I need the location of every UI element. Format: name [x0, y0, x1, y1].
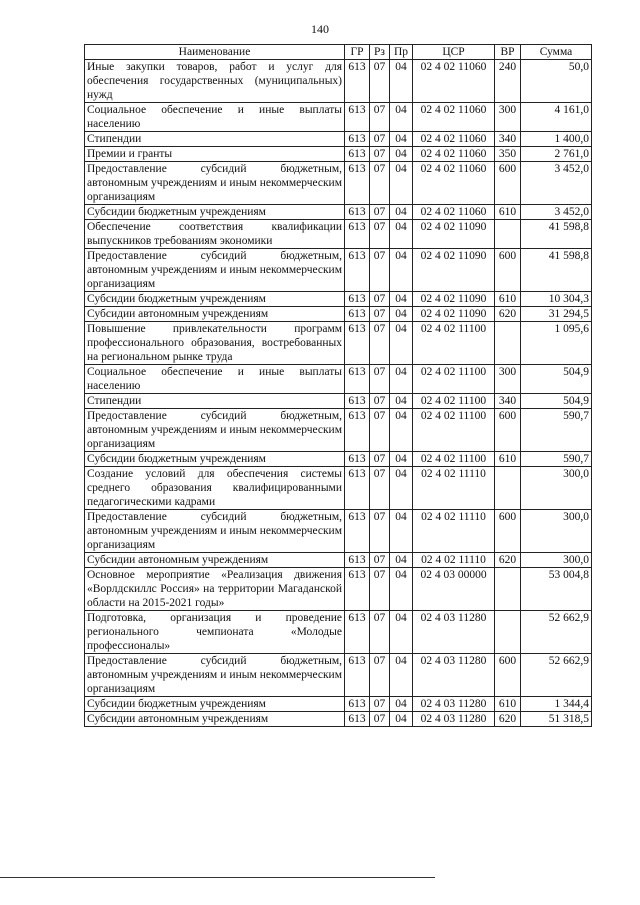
table-row — [85, 147, 592, 162]
row-name: Социальное обеспечение и иные выплаты населению — [85, 365, 345, 394]
row-sum: 41 598,8 — [521, 249, 592, 292]
row-rz: 07 — [370, 162, 390, 205]
row-csr: 02 4 03 11280 — [413, 697, 495, 712]
row-rz: 07 — [370, 60, 390, 103]
row-name: Субсидии бюджетным учреждениям — [85, 292, 345, 307]
row-name: Предоставление субсидий бюджетным, автономным учреждениям и иным некоммерческим организациям — [85, 654, 345, 697]
table-row — [85, 365, 592, 394]
row-name: Стипендии — [85, 132, 345, 147]
row-vr: 600 — [495, 654, 521, 697]
row-pr: 04 — [390, 60, 413, 103]
table-row — [85, 60, 592, 103]
row-sum: 3 452,0 — [521, 205, 592, 220]
row-csr: 02 4 02 11110 — [413, 510, 495, 553]
header-name: Наименование — [85, 45, 345, 60]
table-header-row — [85, 45, 592, 60]
table-row — [85, 611, 592, 654]
table-row — [85, 568, 592, 611]
row-rz: 07 — [370, 132, 390, 147]
row-rz: 07 — [370, 147, 390, 162]
row-sum: 1 400,0 — [521, 132, 592, 147]
row-pr: 04 — [390, 409, 413, 452]
row-sum: 300,0 — [521, 553, 592, 568]
row-rz: 07 — [370, 452, 390, 467]
row-rz: 07 — [370, 103, 390, 132]
row-rz: 07 — [370, 712, 390, 727]
table-row — [85, 132, 592, 147]
row-csr: 02 4 02 11100 — [413, 452, 495, 467]
row-csr: 02 4 02 11100 — [413, 365, 495, 394]
row-name: Обеспечение соответствия квалификации выпускников требованиям экономики — [85, 220, 345, 249]
row-csr: 02 4 02 11110 — [413, 553, 495, 568]
row-gr: 613 — [345, 568, 370, 611]
row-csr: 02 4 02 11060 — [413, 205, 495, 220]
row-gr: 613 — [345, 654, 370, 697]
row-name: Предоставление субсидий бюджетным, автономным учреждениям и иным некоммерческим организациям — [85, 409, 345, 452]
header-pr: Пр — [390, 45, 413, 60]
row-sum: 300,0 — [521, 467, 592, 510]
table-row — [85, 697, 592, 712]
row-sum: 3 452,0 — [521, 162, 592, 205]
row-vr — [495, 568, 521, 611]
row-vr: 350 — [495, 147, 521, 162]
row-sum: 504,9 — [521, 394, 592, 409]
table-row — [85, 394, 592, 409]
row-name: Субсидии автономным учреждениям — [85, 712, 345, 727]
table-row — [85, 467, 592, 510]
row-sum: 52 662,9 — [521, 611, 592, 654]
row-csr: 02 4 02 11060 — [413, 147, 495, 162]
row-sum: 4 161,0 — [521, 103, 592, 132]
row-name: Предоставление субсидий бюджетным, автономным учреждениям и иным некоммерческим организациям — [85, 249, 345, 292]
row-pr: 04 — [390, 147, 413, 162]
row-gr: 613 — [345, 467, 370, 510]
row-vr: 340 — [495, 132, 521, 147]
row-name: Субсидии бюджетным учреждениям — [85, 452, 345, 467]
row-sum: 52 662,9 — [521, 654, 592, 697]
row-gr: 613 — [345, 553, 370, 568]
table-row — [85, 409, 592, 452]
row-name: Субсидии бюджетным учреждениям — [85, 697, 345, 712]
row-sum: 2 761,0 — [521, 147, 592, 162]
header-vr: ВР — [495, 45, 521, 60]
row-sum: 41 598,8 — [521, 220, 592, 249]
row-name: Субсидии автономным учреждениям — [85, 553, 345, 568]
row-pr: 04 — [390, 292, 413, 307]
row-csr: 02 4 03 11280 — [413, 654, 495, 697]
row-vr — [495, 322, 521, 365]
row-csr: 02 4 02 11090 — [413, 307, 495, 322]
table-row — [85, 103, 592, 132]
row-rz: 07 — [370, 205, 390, 220]
row-csr: 02 4 03 11280 — [413, 712, 495, 727]
budget-table — [84, 44, 592, 727]
row-name: Повышение привлекательности программ профессионального образования, востребованных на региональном рынке труда — [85, 322, 345, 365]
row-csr: 02 4 02 11060 — [413, 60, 495, 103]
row-sum: 300,0 — [521, 510, 592, 553]
row-rz: 07 — [370, 322, 390, 365]
row-vr: 600 — [495, 249, 521, 292]
row-csr: 02 4 02 11060 — [413, 132, 495, 147]
row-pr: 04 — [390, 452, 413, 467]
header-csr: ЦСР — [413, 45, 495, 60]
table-row — [85, 205, 592, 220]
row-rz: 07 — [370, 220, 390, 249]
row-gr: 613 — [345, 510, 370, 553]
row-pr: 04 — [390, 553, 413, 568]
row-sum: 590,7 — [521, 409, 592, 452]
row-rz: 07 — [370, 394, 390, 409]
row-vr: 610 — [495, 697, 521, 712]
row-gr: 613 — [345, 220, 370, 249]
row-sum: 10 304,3 — [521, 292, 592, 307]
row-rz: 07 — [370, 307, 390, 322]
row-vr: 620 — [495, 307, 521, 322]
row-name: Подготовка, организация и проведение регионального чемпионата «Молодые профессионалы» — [85, 611, 345, 654]
row-sum: 53 004,8 — [521, 568, 592, 611]
row-vr — [495, 467, 521, 510]
row-csr: 02 4 03 00000 — [413, 568, 495, 611]
row-gr: 613 — [345, 103, 370, 132]
row-rz: 07 — [370, 697, 390, 712]
row-gr: 613 — [345, 205, 370, 220]
table-row — [85, 249, 592, 292]
row-sum: 1 344,4 — [521, 697, 592, 712]
row-rz: 07 — [370, 292, 390, 307]
row-sum: 50,0 — [521, 60, 592, 103]
row-name: Предоставление субсидий бюджетным, автономным учреждениям и иным некоммерческим организациям — [85, 162, 345, 205]
row-name: Субсидии автономным учреждениям — [85, 307, 345, 322]
table-row — [85, 220, 592, 249]
table-row — [85, 322, 592, 365]
table-row — [85, 712, 592, 727]
header-rz: Рз — [370, 45, 390, 60]
row-pr: 04 — [390, 712, 413, 727]
row-pr: 04 — [390, 697, 413, 712]
row-pr: 04 — [390, 365, 413, 394]
row-vr: 600 — [495, 510, 521, 553]
row-gr: 613 — [345, 452, 370, 467]
row-gr: 613 — [345, 394, 370, 409]
row-sum: 1 095,6 — [521, 322, 592, 365]
row-vr: 620 — [495, 553, 521, 568]
row-csr: 02 4 02 11100 — [413, 409, 495, 452]
header-gr: ГР — [345, 45, 370, 60]
row-name: Стипендии — [85, 394, 345, 409]
table-row — [85, 292, 592, 307]
row-gr: 613 — [345, 132, 370, 147]
row-pr: 04 — [390, 162, 413, 205]
row-gr: 613 — [345, 249, 370, 292]
row-pr: 04 — [390, 205, 413, 220]
row-gr: 613 — [345, 60, 370, 103]
row-csr: 02 4 02 11110 — [413, 467, 495, 510]
row-gr: 613 — [345, 292, 370, 307]
header-sum: Сумма — [521, 45, 592, 60]
row-gr: 613 — [345, 697, 370, 712]
row-rz: 07 — [370, 510, 390, 553]
row-sum: 504,9 — [521, 365, 592, 394]
row-vr — [495, 611, 521, 654]
row-rz: 07 — [370, 568, 390, 611]
row-pr: 04 — [390, 249, 413, 292]
table-row — [85, 510, 592, 553]
row-pr: 04 — [390, 132, 413, 147]
row-vr: 610 — [495, 205, 521, 220]
row-pr: 04 — [390, 510, 413, 553]
footer-rule — [0, 877, 435, 878]
row-gr: 613 — [345, 409, 370, 452]
page-number: 140 — [311, 22, 329, 36]
row-pr: 04 — [390, 394, 413, 409]
row-name: Создание условий для обеспечения системы среднего образования квалифицированными педагогическими кадрами — [85, 467, 345, 510]
row-csr: 02 4 02 11060 — [413, 162, 495, 205]
row-name: Премии и гранты — [85, 147, 345, 162]
row-csr: 02 4 02 11090 — [413, 220, 495, 249]
row-rz: 07 — [370, 467, 390, 510]
row-name: Социальное обеспечение и иные выплаты населению — [85, 103, 345, 132]
row-vr: 340 — [495, 394, 521, 409]
row-vr: 300 — [495, 103, 521, 132]
row-pr: 04 — [390, 103, 413, 132]
row-gr: 613 — [345, 162, 370, 205]
row-rz: 07 — [370, 249, 390, 292]
row-csr: 02 4 02 11060 — [413, 103, 495, 132]
row-rz: 07 — [370, 365, 390, 394]
row-gr: 613 — [345, 307, 370, 322]
row-gr: 613 — [345, 611, 370, 654]
row-sum: 590,7 — [521, 452, 592, 467]
row-csr: 02 4 02 11100 — [413, 322, 495, 365]
table-row — [85, 654, 592, 697]
row-pr: 04 — [390, 467, 413, 510]
row-name: Субсидии бюджетным учреждениям — [85, 205, 345, 220]
row-csr: 02 4 02 11100 — [413, 394, 495, 409]
row-rz: 07 — [370, 611, 390, 654]
row-pr: 04 — [390, 220, 413, 249]
row-pr: 04 — [390, 322, 413, 365]
row-vr: 240 — [495, 60, 521, 103]
row-rz: 07 — [370, 654, 390, 697]
row-sum: 31 294,5 — [521, 307, 592, 322]
row-vr: 610 — [495, 452, 521, 467]
row-csr: 02 4 03 11280 — [413, 611, 495, 654]
table-row — [85, 553, 592, 568]
table-row — [85, 452, 592, 467]
row-vr: 600 — [495, 409, 521, 452]
row-name: Основное мероприятие «Реализация движения «Ворлдскиллс Россия» на территории Магаданской области на 2015-2021 годы» — [85, 568, 345, 611]
row-vr: 620 — [495, 712, 521, 727]
row-name: Иные закупки товаров, работ и услуг для обеспечения государственных (муниципальных) нужд — [85, 60, 345, 103]
row-pr: 04 — [390, 611, 413, 654]
row-pr: 04 — [390, 654, 413, 697]
row-vr: 300 — [495, 365, 521, 394]
row-pr: 04 — [390, 307, 413, 322]
row-name: Предоставление субсидий бюджетным, автономным учреждениям и иным некоммерческим организациям — [85, 510, 345, 553]
row-pr: 04 — [390, 568, 413, 611]
table-row — [85, 162, 592, 205]
row-gr: 613 — [345, 147, 370, 162]
row-gr: 613 — [345, 365, 370, 394]
table-row — [85, 307, 592, 322]
row-vr: 600 — [495, 162, 521, 205]
row-rz: 07 — [370, 553, 390, 568]
row-vr — [495, 220, 521, 249]
row-vr: 610 — [495, 292, 521, 307]
row-gr: 613 — [345, 712, 370, 727]
row-gr: 613 — [345, 322, 370, 365]
row-rz: 07 — [370, 409, 390, 452]
row-csr: 02 4 02 11090 — [413, 292, 495, 307]
row-csr: 02 4 02 11090 — [413, 249, 495, 292]
row-sum: 51 318,5 — [521, 712, 592, 727]
